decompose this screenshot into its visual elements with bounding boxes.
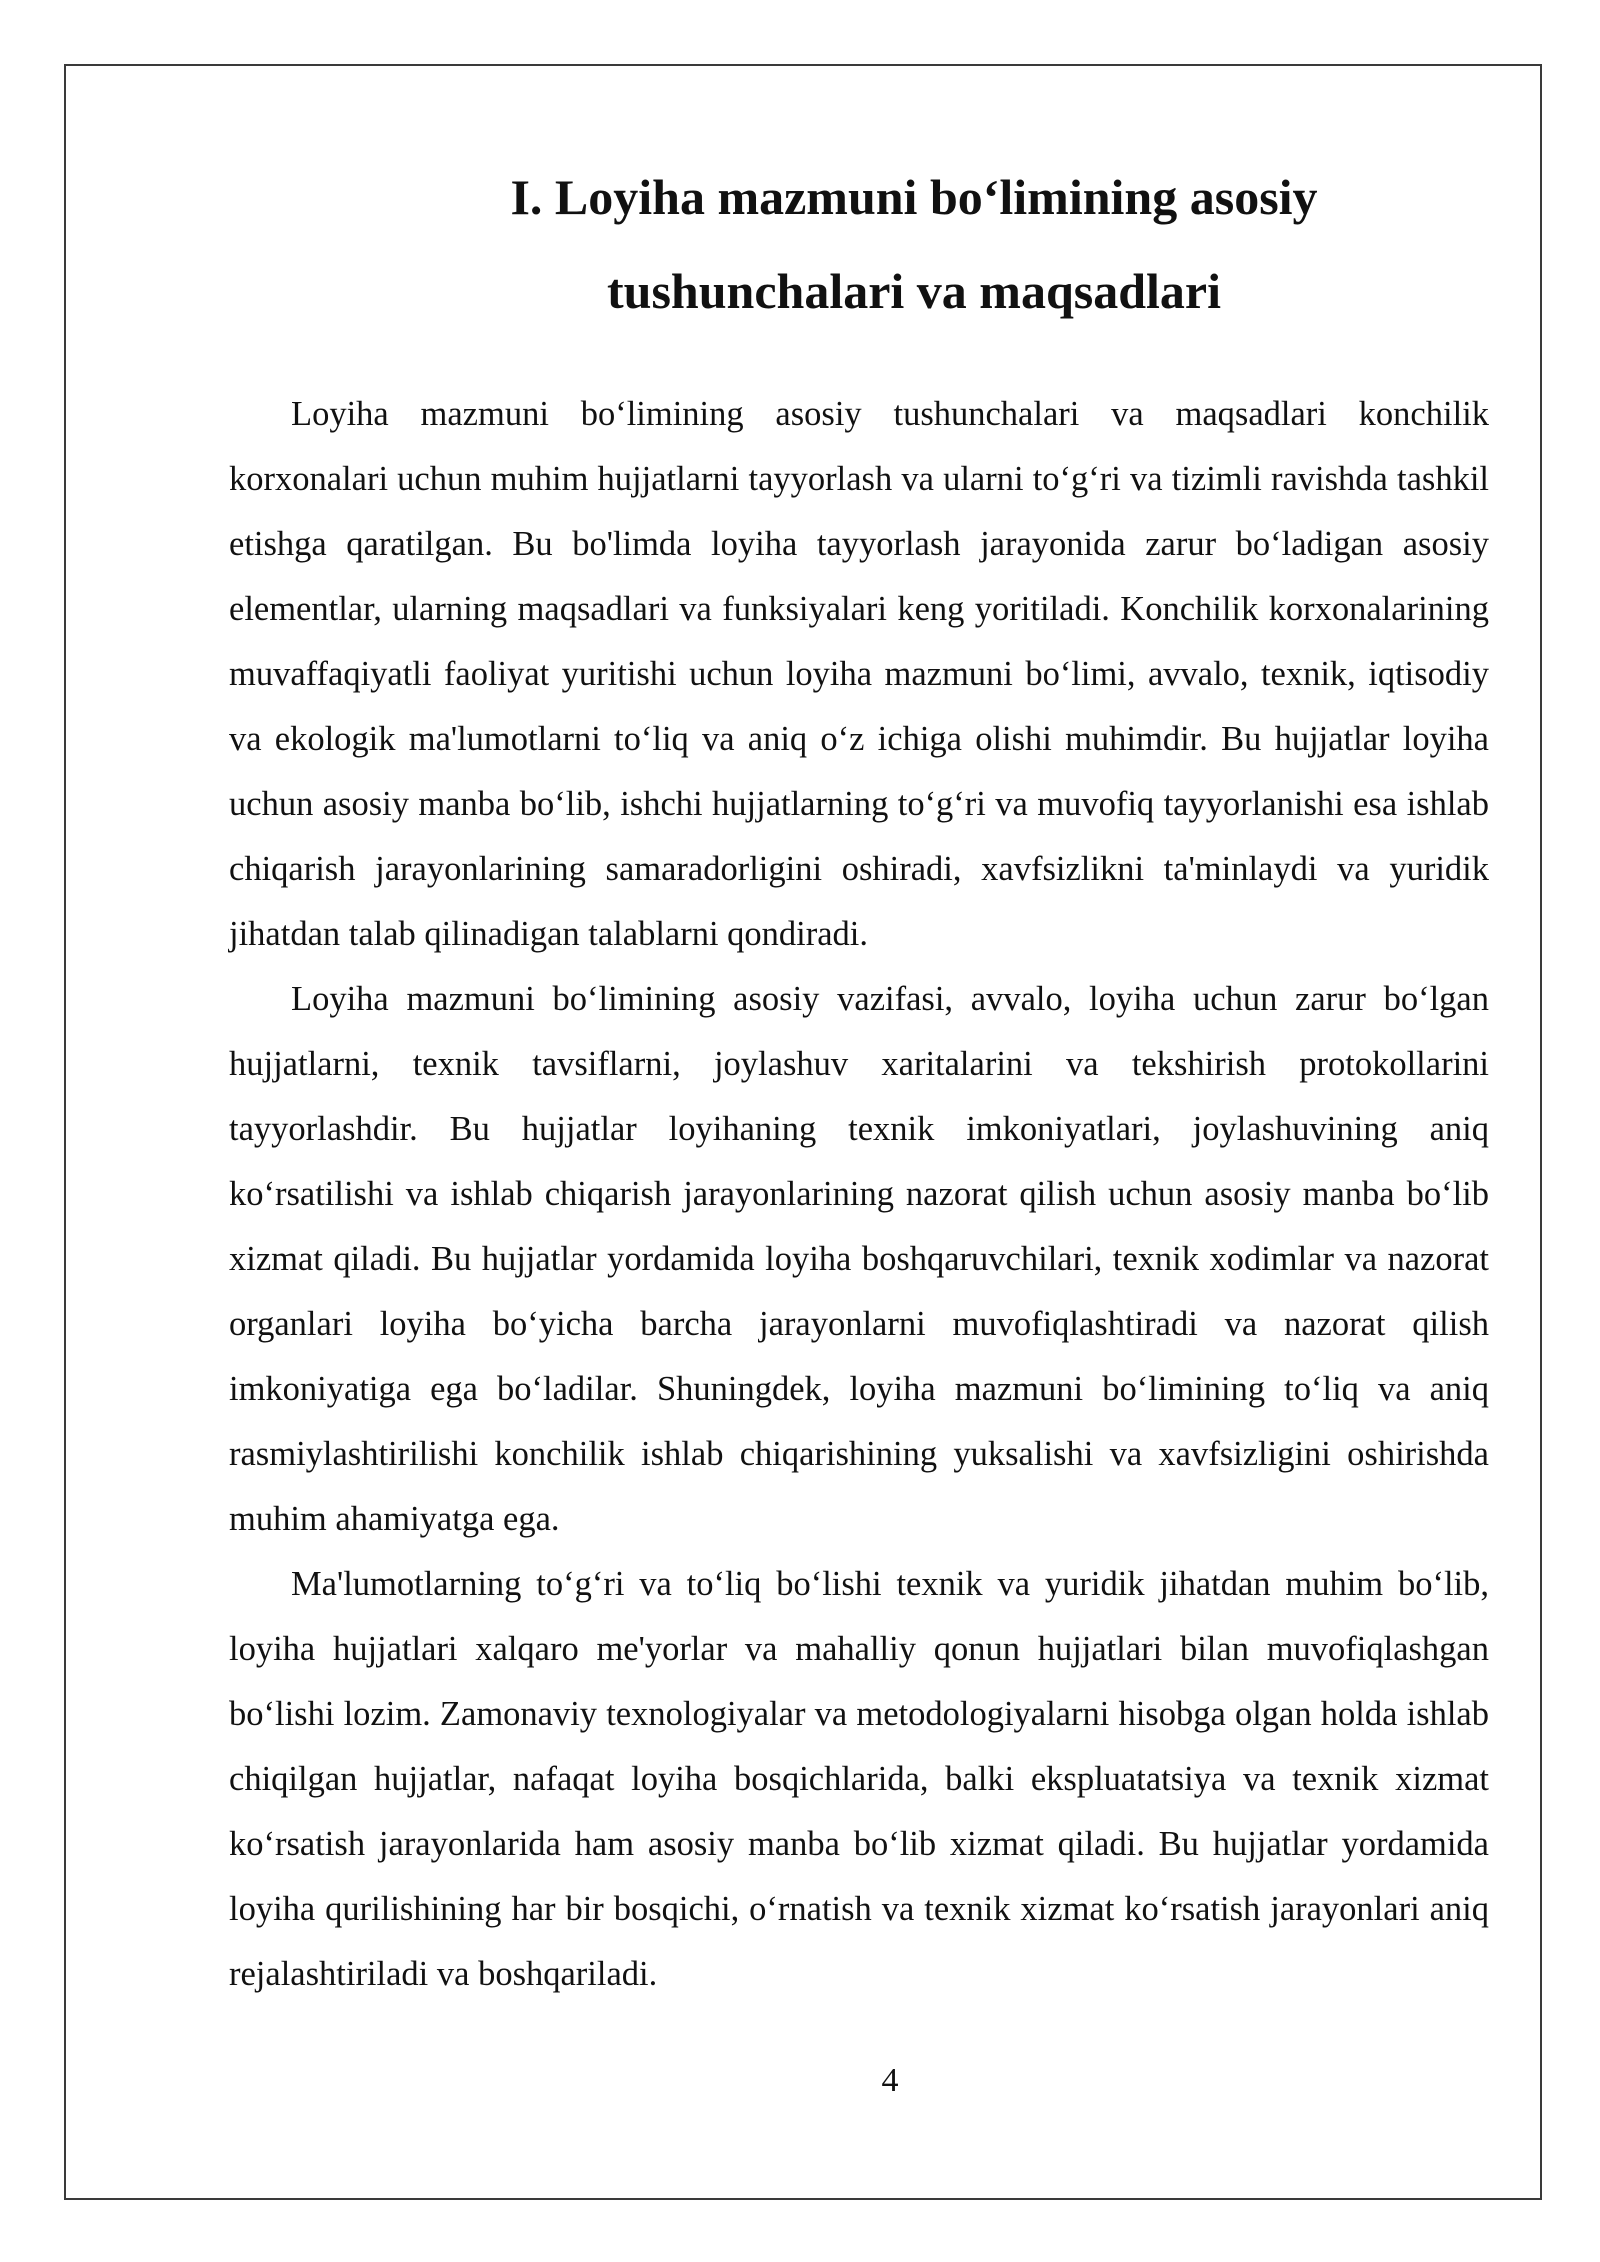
- paragraph-3: Ma'lumotlarning to‘g‘ri va to‘liq bo‘lishi texnik va yuridik jihatdan muhim bo‘lib, loyiha hujjatlari xalqaro me'yorlar va mahalliy qonun hujjatlari bilan muvofiqlashgan bo‘lishi lozim. Zamonaviy texnologiyalar va metodologiyalarni hisobga olgan holda ishlab chiqilgan hujjatlar, nafaqat loyiha bosqichlarida, balki ekspluatatsiya va texnik xizmat ko‘rsatish jarayonlarida ham asosiy manba bo‘lib xizmat qiladi. Bu hujjatlar yordamida loyiha qurilishining har bir bosqichi, o‘rnatish va texnik xizmat ko‘rsatish jarayonlari aniq rejalashtiriladi va boshqariladi.: [229, 1565, 1489, 1993]
- paragraph-1: Loyiha mazmuni bo‘limining asosiy tushunchalari va maqsadlari konchilik korxonalari uchun muhim hujjatlarni tayyorlash va ularni to‘g‘ri va tizimli ravishda tashkil etishga qaratilgan. Bu bo'limda loyiha tayyorlash jarayonida zarur bo‘ladigan asosiy elementlar, ularning maqsadlari va funksiyalari keng yoritiladi. Konchilik korxonalarining muvaffaqiyatli faoliyat yuritishi uchun loyiha mazmuni bo‘limi, avvalo, texnik, iqtisodiy va ekologik ma'lumotlarni to‘liq va aniq o‘z ichiga olishi muhimdir. Bu hujjatlar loyiha uchun asosiy manba bo‘lib, ishchi hujjatlarning to‘g‘ri va muvofiq tayyorlanishi esa ishlab chiqarish jarayonlarining samaradorligini oshiradi, xavfsizlikni ta'minlaydi va yuridik jihatdan talab qilinadigan talablarni qondiradi.: [229, 395, 1489, 953]
- document-body: [229, 150, 1489, 2007]
- page-number: 4: [881, 2062, 899, 2099]
- section-title-line-1: I. Loyiha mazmuni bo‘limining asosiy: [510, 169, 1318, 225]
- section-title: [229, 150, 1489, 338]
- section-title-line-2: tushunchalari va maqsadlari: [606, 263, 1221, 319]
- paragraph-2: Loyiha mazmuni bo‘limining asosiy vazifasi, avvalo, loyiha uchun zarur bo‘lgan hujjatlarni, texnik tavsiflarni, joylashuv xaritalarini va tekshirish protokollarini tayyorlashdir. Bu hujjatlar loyihaning texnik imkoniyatlari, joylashuvining aniq ko‘rsatilishi va ishlab chiqarish jarayonlarining nazorat qilish uchun asosiy manba bo‘lib xizmat qiladi. Bu hujjatlar yordamida loyiha boshqaruvchilari, texnik xodimlar va nazorat organlari loyiha bo‘yicha barcha jarayonlarni muvofiqlashtiradi va nazorat qilish imkoniyatiga ega bo‘ladilar. Shuningdek, loyiha mazmuni bo‘limining to‘liq va aniq rasmiylashtirilishi konchilik ishlab chiqarishining yuksalishi va xavfsizligini oshirishda muhim ahamiyatga ega.: [229, 980, 1489, 1538]
